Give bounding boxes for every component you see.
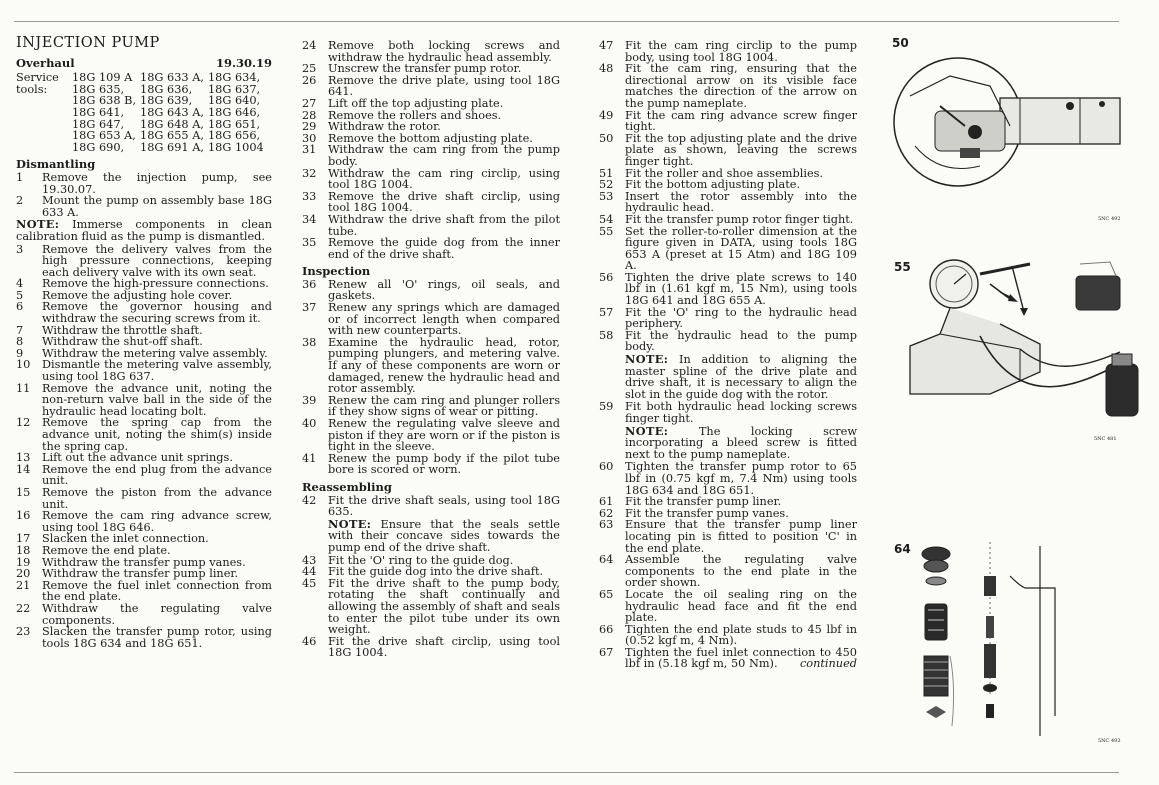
step-text: Withdraw the rotor.: [328, 120, 441, 134]
step-item: [16, 359, 272, 382]
step-item: [16, 172, 272, 195]
step-number: 1: [16, 170, 24, 184]
step-text: Tighten the drive plate screws to 140 lbf in (1.61 kgf m, 15 Nm), using tools 18G 641 and 18G 655 A.: [625, 270, 857, 308]
note-label: NOTE:: [328, 516, 372, 531]
step-item: [599, 589, 857, 624]
service-tool: 18G 653 A,: [72, 129, 136, 143]
step-text: Renew any springs which are damaged or of incorrect length when compared with new counterparts.: [328, 301, 560, 338]
step-number: 21: [16, 578, 31, 592]
service-tools: [16, 72, 272, 153]
step-text: Fit the 'O' ring to the guide dog.: [328, 553, 514, 567]
note-seals: [328, 516, 560, 554]
step-text: Withdraw the cam ring circlip, using tool 18G 1004.: [328, 166, 560, 192]
step-number: 31: [302, 143, 317, 157]
step-item: [302, 337, 560, 395]
step-text: Lift off the top adjusting plate.: [328, 96, 504, 110]
step-item: [16, 244, 272, 279]
step-number: 27: [302, 96, 317, 110]
note-alignment: [625, 354, 857, 400]
step-text: Remove both locking screws and withdraw the hydraulic head assembly.: [328, 39, 560, 64]
step-text: Insert the rotor assembly into the hydraulic head.: [625, 189, 857, 215]
step-text: Slacken the transfer pump rotor, using tools 18G 634 and 18G 651.: [42, 625, 272, 650]
step-number: 30: [302, 131, 317, 145]
service-tool: 18G 638 B,: [72, 94, 137, 108]
step-item: [302, 566, 560, 578]
step-item: [16, 487, 272, 510]
step-number: 54: [599, 212, 614, 226]
service-tool: 18G 690,: [72, 140, 125, 154]
top-rule: [14, 21, 1119, 22]
step-item: [599, 401, 857, 424]
note-label: NOTE:: [625, 423, 669, 438]
step-item: [302, 121, 560, 133]
step-item: [599, 272, 857, 307]
step-item: [302, 98, 560, 110]
step-number: 5: [16, 288, 24, 302]
figure-50-ref: 5NC 492: [1098, 216, 1121, 222]
step-number: 38: [302, 335, 317, 349]
service-tool: 18G 691 A,: [140, 140, 204, 154]
step-text: Remove the guide dog from the inner end of the drive shaft.: [328, 236, 560, 261]
step-item: [302, 453, 560, 476]
step-item: [302, 418, 560, 453]
step-text: Remove the fuel inlet connection from the end plate.: [42, 578, 272, 604]
step-number: 51: [599, 166, 614, 180]
step-number: 48: [599, 62, 614, 76]
note-text: Immerse components in clean calibration fluid as the pump is dismantled.: [16, 218, 272, 243]
step-item: [16, 603, 272, 626]
step-number: 33: [302, 189, 317, 203]
step-text: Slacken the inlet connection.: [42, 532, 209, 546]
step-item: [302, 302, 560, 337]
service-tool: 18G 636,: [140, 82, 193, 96]
step-number: 65: [599, 587, 614, 601]
figure-64-drawing: [880, 536, 1145, 761]
figure-55: [880, 254, 1145, 469]
figure-55-label: 55: [894, 260, 911, 274]
step-text: Remove the adjusting hole cover.: [42, 288, 233, 302]
step-number: 56: [599, 270, 614, 284]
continued-text: continued: [799, 657, 857, 671]
step-text: Dismantle the metering valve assembly, using tool 18G 637.: [42, 358, 272, 384]
step-text: Fit the drive shaft seals, using tool 18G 635.: [328, 493, 560, 519]
service-tools-list: [72, 72, 268, 153]
step-text: Remove the injection pump, see 19.30.07.: [42, 170, 272, 196]
overhaul-label: Overhaul: [16, 55, 75, 70]
step-number: 14: [16, 462, 31, 476]
list-reassembling-b: [302, 555, 560, 659]
note-text: In addition to aligning the master spline of the drive plate and drive shaft, it is necessary to align the slot in the guide dog with the rotor.: [625, 353, 857, 401]
step-number: 18: [16, 543, 31, 557]
service-tool: 18G 656,: [207, 129, 261, 143]
step-item: [302, 40, 560, 63]
step-text: Lift out the advance unit springs.: [42, 451, 233, 465]
list-col3-c: [599, 461, 857, 670]
note-bleed-screw: [625, 423, 857, 461]
step-number: 44: [302, 565, 317, 579]
step-text: Withdraw the throttle shaft.: [42, 323, 203, 337]
step-text: Renew the cam ring and plunger rollers if they show signs of wear or pitting.: [328, 393, 560, 419]
step-text: Remove the spring cap from the advance unit, noting the shim(s) inside the spring cap.: [42, 416, 272, 453]
step-text: Withdraw the drive shaft from the pilot tube.: [328, 212, 560, 238]
step-item: [16, 301, 272, 324]
step-text: Fit the transfer pump liner.: [625, 495, 782, 509]
step-number: 22: [16, 601, 31, 615]
step-text: Remove the drive shaft circlip, using tool 18G 1004.: [328, 189, 560, 215]
step-number: 29: [302, 120, 317, 134]
step-number: 61: [599, 495, 614, 509]
step-text: Mount the pump on assembly base 18G 633 A.: [42, 194, 272, 219]
step-number: 40: [302, 417, 317, 430]
service-tool: 18G 655 A,: [140, 129, 204, 143]
step-text: Remove the cam ring advance screw, using tool 18G 646.: [42, 509, 272, 534]
step-number: 6: [16, 300, 24, 314]
step-item: [302, 495, 560, 518]
list-dismantling-a: [16, 172, 272, 218]
step-text: Fit the hydraulic head to the pump body.: [625, 328, 857, 354]
step-number: 10: [16, 358, 31, 372]
section-reassembling: Reassembling: [302, 479, 392, 494]
step-text: Fit the drive shaft circlip, using tool 18G 1004.: [328, 634, 560, 660]
step-text: Remove the drive plate, using tool 18G 641.: [328, 73, 560, 99]
step-item: [16, 417, 272, 452]
step-text: Remove the high-pressure connections.: [42, 277, 269, 291]
step-text: Assemble the regulating valve components to the end plate in the order shown.: [625, 553, 857, 590]
step-number: 59: [599, 400, 614, 414]
service-tools-label: Service tools:: [16, 71, 59, 96]
section-inspection: Inspection: [302, 264, 371, 279]
step-item: [599, 133, 857, 168]
figure-64: [880, 536, 1145, 761]
step-text: Withdraw the metering valve assembly.: [42, 346, 268, 360]
step-item: [16, 464, 272, 487]
step-number: 60: [599, 460, 614, 474]
service-tool: 18G 109 A: [72, 71, 133, 85]
step-item: [599, 554, 857, 589]
step-number: 15: [16, 485, 31, 499]
step-text: Remove the rollers and shoes.: [328, 108, 502, 122]
step-item: [16, 510, 272, 533]
service-tool: 18G 1004: [207, 140, 264, 154]
step-text: Tighten the transfer pump rotor to 65 lbf in (0.75 kgf m, 7.4 Nm) using tools 18G 634 and 18G 651.: [625, 460, 857, 497]
step-number: 50: [599, 131, 614, 145]
step-item: [302, 636, 560, 659]
step-item: [599, 110, 857, 133]
overhaul-code: 19.30.19: [215, 55, 272, 70]
step-text: Remove the advance unit, noting the non-return valve ball in the side of the hydraulic head locating bolt.: [42, 381, 272, 418]
step-number: 67: [599, 645, 614, 659]
step-item: [302, 191, 560, 214]
step-text: Fit the cam ring, ensuring that the directional arrow on its visible face matches the direction of the arrow on the pump nameplate.: [625, 62, 857, 110]
step-text: Remove the end plate.: [42, 543, 171, 557]
column-1: [16, 35, 272, 650]
step-number: 23: [16, 625, 31, 639]
service-tool: 18G 639,: [140, 94, 193, 108]
step-item: [16, 580, 272, 603]
step-number: 2: [16, 194, 24, 208]
service-tool: 18G 640,: [207, 94, 261, 108]
step-item: [302, 237, 560, 260]
step-text: Tighten the end plate studs to 45 lbf in (0.52 kgf m, 4 Nm).: [625, 622, 857, 648]
overhaul-header: [16, 55, 272, 70]
page-title: INJECTION PUMP: [16, 35, 160, 51]
figure-50: [880, 36, 1145, 236]
step-text: Fit the transfer pump rotor finger tight.: [625, 212, 854, 226]
step-number: 36: [302, 277, 317, 291]
step-number: 43: [302, 553, 317, 567]
step-number: 25: [302, 62, 317, 76]
step-number: 19: [16, 555, 31, 569]
step-number: 63: [599, 518, 614, 532]
step-text: Ensure that the transfer pump liner locating pin is fitted to position 'C' in the end plate.: [625, 518, 857, 555]
step-item: [599, 624, 857, 647]
step-number: 20: [16, 567, 31, 581]
step-text: Examine the hydraulic head, rotor, pumping plungers, and metering valve. If any of these components are worn or damaged, renew the hydraulic head and rotor assembly.: [328, 335, 560, 396]
step-number: 7: [16, 323, 24, 337]
figure-50-drawing: [880, 36, 1145, 236]
step-text: Fit the drive shaft to the pump body, rotating the shaft continually and allowing the assembly of shaft and seals to enter the pilot tube under its own weight.: [328, 576, 560, 637]
step-number: 32: [302, 166, 317, 180]
step-number: 13: [16, 451, 31, 465]
column-2: [302, 40, 560, 659]
step-number: 45: [302, 576, 317, 590]
step-number: 35: [302, 236, 317, 250]
note-immerse: [16, 219, 272, 242]
step-text: Renew the regulating valve sleeve and piston if they are worn or if the piston is tight in the sleeve.: [328, 417, 560, 454]
step-text: Locate the oil sealing ring on the hydraulic head face and fit the end plate.: [625, 587, 857, 625]
step-number: 46: [302, 634, 317, 648]
step-number: 8: [16, 335, 24, 349]
step-text: Fit the cam ring advance screw finger tight.: [625, 108, 857, 134]
figure-64-label: 64: [894, 542, 911, 556]
bottom-rule: [14, 772, 1119, 773]
step-item: [599, 519, 857, 554]
step-number: 57: [599, 305, 614, 319]
step-item: [599, 191, 857, 214]
step-item: [599, 307, 857, 330]
service-tool: 18G 634,: [207, 71, 261, 85]
step-item: [302, 395, 560, 418]
step-number: 55: [599, 224, 614, 238]
step-item: [302, 214, 560, 237]
step-text: Withdraw the transfer pump liner.: [42, 567, 239, 581]
step-number: 11: [16, 381, 31, 395]
step-item: [599, 214, 857, 226]
note-label: NOTE:: [625, 352, 669, 367]
step-text: Remove the delivery valves from the high pressure connections, keeping each delivery valve with its own seat.: [42, 242, 272, 279]
list-dismantling-b: [16, 244, 272, 650]
step-text: Fit both hydraulic head locking screws finger tight.: [625, 400, 857, 425]
step-number: 34: [302, 212, 317, 226]
step-item: [16, 195, 272, 218]
step-item: [16, 568, 272, 580]
step-item: [302, 75, 560, 98]
column-3: [599, 40, 857, 670]
step-number: 39: [302, 393, 317, 407]
list-inspection: [302, 279, 560, 476]
step-number: 16: [16, 509, 31, 523]
step-number: 12: [16, 416, 31, 430]
step-item: [16, 626, 272, 649]
figure-50-label: 50: [892, 36, 909, 50]
step-number: 58: [599, 328, 614, 342]
service-tool: 18G 648 A,: [140, 117, 204, 131]
note-text: The locking screw incorporating a bleed screw is fitted next to the pump nameplate.: [625, 424, 857, 461]
service-tool: 18G 637,: [207, 82, 261, 96]
step-item: [599, 63, 857, 109]
step-number: 49: [599, 108, 614, 122]
step-item: [599, 179, 857, 191]
step-text: Withdraw the transfer pump vanes.: [42, 555, 246, 569]
list-col3-a: [599, 40, 857, 353]
step-text: Remove the piston from the advance unit.: [42, 485, 272, 511]
step-number: 4: [16, 277, 24, 291]
section-dismantling: Dismantling: [16, 157, 96, 172]
step-text: Remove the bottom adjusting plate.: [328, 131, 533, 145]
step-number: 62: [599, 506, 614, 520]
step-item: [599, 226, 857, 272]
step-item: [302, 578, 560, 636]
step-text: Renew the pump body if the pilot tube bore is scored or worn.: [328, 451, 560, 477]
service-tool: 18G 635,: [72, 82, 125, 96]
note-text: Ensure that the seals settle with their concave sides towards the pump end of the drive shaft.: [328, 517, 560, 554]
step-number: 28: [302, 108, 317, 122]
note-label: NOTE:: [16, 217, 60, 232]
step-text: Fit the cam ring circlip to the pump body, using tool 18G 1004.: [625, 39, 857, 64]
step-number: 47: [599, 39, 614, 52]
service-tool: 18G 647,: [72, 117, 125, 131]
step-number: 41: [302, 451, 317, 465]
step-text: Fit the top adjusting plate and the drive plate as shown, leaving the screws finger tight.: [625, 131, 857, 168]
step-text: Fit the roller and shoe assemblies.: [625, 166, 824, 180]
step-item: [599, 496, 857, 508]
step-number: 3: [16, 242, 24, 256]
step-text: Withdraw the regulating valve components.: [42, 601, 272, 627]
step-text: Unscrew the transfer pump rotor.: [328, 62, 522, 76]
step-text: Fit the 'O' ring to the hydraulic head periphery.: [625, 305, 857, 331]
list-reassembling-a: [302, 495, 560, 518]
step-text: Remove the governor housing and withdraw the securing screws from it.: [42, 300, 272, 326]
step-number: 64: [599, 553, 614, 567]
step-item: [302, 144, 560, 167]
figure-64-ref: 5NC 493: [1098, 738, 1121, 744]
step-number: 17: [16, 532, 31, 546]
step-text: Withdraw the cam ring from the pump body.: [328, 143, 560, 168]
step-item: [599, 461, 857, 496]
step-text: Remove the end plug from the advance unit.: [42, 462, 272, 488]
step-number: 66: [599, 622, 614, 636]
step-item: [302, 279, 560, 302]
step-text: Withdraw the shut-off shaft.: [42, 335, 203, 349]
list-col3-b: [599, 401, 857, 424]
step-item: [599, 330, 857, 353]
step-number: 42: [302, 493, 317, 507]
service-tool: 18G 651,: [207, 117, 261, 131]
step-number: 37: [302, 301, 317, 315]
step-item: [599, 40, 857, 63]
step-text: Fit the guide dog into the drive shaft.: [328, 565, 544, 579]
step-number: 52: [599, 178, 614, 192]
step-number: 9: [16, 346, 24, 360]
service-tool: 18G 641,: [72, 105, 125, 119]
step-number: 26: [302, 73, 317, 87]
step-text: Fit the bottom adjusting plate.: [625, 178, 801, 192]
step-text: Tighten the fuel inlet connection to 450 lbf in (5.18 kgf m, 50 Nm).: [625, 645, 857, 671]
step-number: 24: [302, 39, 317, 52]
step-item: [16, 383, 272, 418]
step-number: 53: [599, 189, 614, 203]
step-text: Set the roller-to-roller dimension at the figure given in DATA, using tools 18G 653 A (preset at 15 Atm) and 18G 109 A.: [625, 224, 857, 273]
step-item: [16, 545, 272, 557]
service-tool: 18G 646,: [207, 105, 261, 119]
service-tool: 18G 633 A,: [140, 71, 204, 85]
service-tool: 18G 643 A,: [140, 105, 204, 119]
figure-55-ref: 5NC 481: [1094, 436, 1117, 442]
step-text: Fit the transfer pump vanes.: [625, 506, 789, 520]
step-item: [302, 168, 560, 191]
step-text: Renew all 'O' rings, oil seals, and gaskets.: [328, 277, 560, 303]
list-col2-a: [302, 40, 560, 260]
